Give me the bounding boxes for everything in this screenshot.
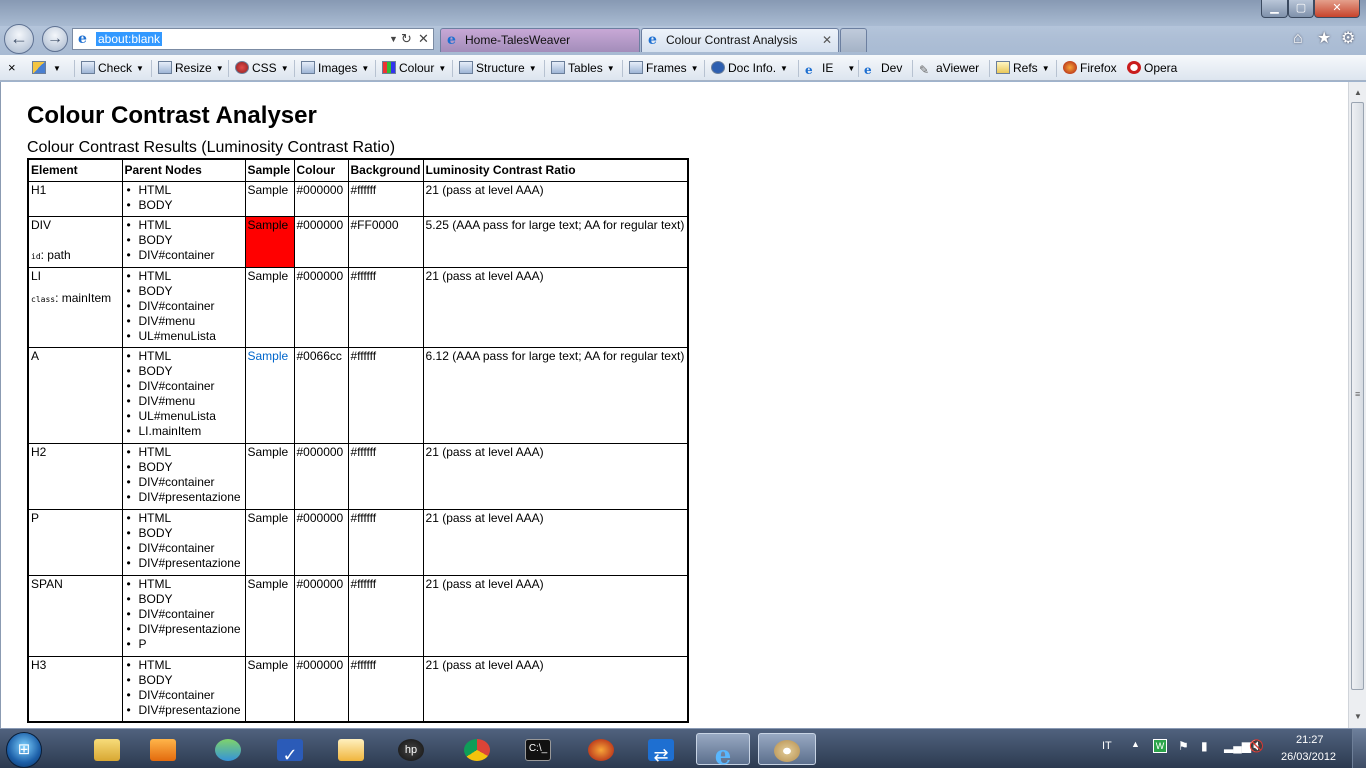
element-name: DIV — [31, 217, 52, 232]
address-input[interactable]: about:blank — [98, 32, 161, 46]
sample-cell: Sample — [245, 347, 294, 443]
parent-nodes-cell — [122, 443, 245, 509]
info-icon — [711, 61, 725, 74]
explorer-icon — [94, 739, 120, 761]
list-item: • DIV#container — [125, 688, 243, 703]
table-row — [28, 267, 688, 347]
list-item: • DIV#menu — [125, 314, 243, 329]
parent-nodes-list — [125, 511, 243, 571]
attribute-name: id — [31, 251, 41, 261]
vertical-scrollbar[interactable] — [1348, 82, 1366, 728]
taskbar-explorer[interactable] — [82, 733, 132, 765]
devbar-structure-button[interactable]: Structure ▼ — [459, 59, 537, 77]
element-name: H1 — [31, 182, 47, 197]
opera-icon — [1127, 61, 1141, 74]
list-item: • HTML — [125, 577, 243, 592]
parent-nodes-list — [125, 577, 243, 652]
home-icon[interactable]: ⌂ — [1293, 30, 1303, 47]
clock-date[interactable]: 26/03/2012 — [1281, 751, 1337, 763]
tray-expand-icon[interactable]: ▲ — [1131, 739, 1140, 749]
list-item: • BODY — [125, 592, 243, 607]
devbar-frames-button[interactable]: Frames ▼ — [629, 59, 699, 77]
separator — [858, 60, 859, 77]
table-row — [28, 216, 688, 267]
element-name: P — [31, 510, 40, 525]
scroll-thumb[interactable] — [1351, 102, 1364, 690]
tab-home-talesweaver[interactable] — [440, 28, 640, 52]
refs-icon — [996, 61, 1010, 74]
list-item: • BODY — [125, 460, 243, 475]
address-bar[interactable] — [72, 28, 434, 50]
parent-nodes-list — [125, 349, 243, 439]
parent-nodes-cell — [122, 267, 245, 347]
taskbar-teamviewer[interactable] — [636, 733, 686, 765]
separator — [704, 60, 705, 77]
sample-cell: Sample — [245, 443, 294, 509]
browser-chrome — [0, 0, 1366, 82]
ratio-cell: 21 (pass at level AAA) — [423, 509, 688, 575]
list-item: • DIV#presentazione — [125, 622, 243, 637]
show-desktop-button[interactable] — [1352, 729, 1366, 768]
column-header: Element — [28, 159, 122, 181]
list-item: • DIV#container — [125, 541, 243, 556]
list-item: • HTML — [125, 445, 243, 460]
cmd-icon: C:\_ — [525, 739, 551, 761]
element-cell — [28, 575, 122, 656]
colour-cell: #0066cc — [294, 347, 348, 443]
table-row — [28, 181, 688, 216]
taskbar-paint[interactable] — [758, 733, 816, 765]
element-cell — [28, 509, 122, 575]
media-icon — [150, 739, 176, 761]
taskbar-media[interactable] — [138, 733, 188, 765]
page-content — [0, 82, 1348, 728]
table-row — [28, 347, 688, 443]
list-item: • BODY — [125, 364, 243, 379]
sample-cell: Sample — [245, 656, 294, 722]
taskbar-mail[interactable] — [326, 733, 376, 765]
volume-icon[interactable]: 🔇 — [1249, 739, 1264, 753]
ratio-cell: 21 (pass at level AAA) — [423, 181, 688, 216]
html-check-icon — [81, 61, 95, 74]
list-item: • HTML — [125, 269, 243, 284]
maximize-button[interactable]: ▢ — [1288, 0, 1314, 18]
chrome-icon — [464, 739, 490, 761]
colour-icon — [382, 61, 396, 74]
page-title: Colour Contrast Analyser — [27, 102, 317, 129]
table-row — [28, 509, 688, 575]
background-cell: #ffffff — [348, 443, 423, 509]
devbar-colour-button[interactable]: Colour ▼ — [382, 59, 446, 77]
network-icon[interactable]: ▂▄▆ — [1224, 739, 1251, 753]
frames-icon — [629, 61, 643, 74]
ratio-cell: 21 (pass at level AAA) — [423, 443, 688, 509]
background-cell: #ffffff — [348, 347, 423, 443]
separator — [1056, 60, 1057, 77]
tasks-icon: ✓ — [277, 739, 303, 761]
list-item: • DIV#presentazione — [125, 490, 243, 505]
minimize-button[interactable]: ▁ — [1261, 0, 1288, 18]
list-item: • HTML — [125, 511, 243, 526]
parent-nodes-cell — [122, 656, 245, 722]
list-item: • BODY — [125, 526, 243, 541]
back-arrow-icon: ← — [10, 28, 28, 48]
taskbar-ie[interactable] — [696, 733, 750, 768]
element-name: SPAN — [31, 576, 63, 591]
resize-icon — [158, 61, 172, 74]
scroll-down-icon[interactable]: ▼ — [1354, 712, 1362, 721]
close-toolbar-icon[interactable]: × — [8, 60, 16, 75]
sample-cell: Sample — [245, 509, 294, 575]
dev-toolbar — [0, 55, 1366, 81]
column-header: Luminosity Contrast Ratio — [423, 159, 688, 181]
wrench-icon: ✎ — [919, 63, 930, 77]
devbar-tables-button[interactable]: Tables ▼ — [551, 59, 615, 77]
attribute-name: class — [31, 294, 56, 304]
hp-icon: hp — [398, 739, 424, 761]
ratio-cell: 21 (pass at level AAA) — [423, 575, 688, 656]
tab-colour-contrast-analysis[interactable] — [641, 28, 839, 52]
firefox-icon — [1063, 61, 1077, 74]
results-body — [28, 181, 688, 722]
devbar-ie-button[interactable]: e IE ▼ — [805, 61, 856, 77]
parent-nodes-list — [125, 658, 243, 718]
parent-nodes-list — [125, 445, 243, 505]
list-item: • BODY — [125, 233, 243, 248]
ie-tab-icon: e — [648, 32, 657, 48]
separator — [452, 60, 453, 77]
sample-cell: Sample — [245, 575, 294, 656]
parent-nodes-cell — [122, 575, 245, 656]
colour-cell: #000000 — [294, 267, 348, 347]
element-name: H3 — [31, 657, 47, 672]
images-icon — [301, 61, 315, 74]
background-cell: #ffffff — [348, 575, 423, 656]
list-item: • UL#menuLista — [125, 409, 243, 424]
element-cell — [28, 656, 122, 722]
colour-cell: #000000 — [294, 181, 348, 216]
devbar-refs-button[interactable]: Refs ▼ — [996, 59, 1050, 77]
devbar-css-button[interactable]: CSS ▼ — [235, 59, 289, 77]
table-caption: Colour Contrast Results (Luminosity Contrast Ratio) — [27, 139, 396, 156]
devbar-dev-button[interactable]: e Dev — [864, 61, 903, 77]
list-item: • DIV#menu — [125, 394, 243, 409]
language-indicator[interactable]: IT — [1102, 740, 1112, 752]
background-cell: #ffffff — [348, 509, 423, 575]
list-item: • LI.mainItem — [125, 424, 243, 439]
colour-cell: #000000 — [294, 443, 348, 509]
devbar-firefox-button[interactable]: Firefox — [1063, 59, 1117, 77]
devbar-resize-button[interactable]: Resize ▼ — [158, 59, 224, 77]
firefox-icon — [588, 739, 614, 761]
back-button[interactable] — [4, 24, 34, 54]
background-cell: #ffffff — [348, 267, 423, 347]
results-table — [27, 158, 689, 723]
separator — [375, 60, 376, 77]
separator — [228, 60, 229, 77]
column-header: Parent Nodes — [122, 159, 245, 181]
devbar-doc-info-button[interactable]: Doc Info. ▼ — [711, 59, 788, 77]
mail-icon — [338, 739, 364, 761]
list-item: • BODY — [125, 284, 243, 299]
element-name: A — [31, 348, 40, 363]
attribute-value: : mainItem — [55, 290, 112, 305]
table-row — [28, 443, 688, 509]
list-item: • BODY — [125, 198, 243, 213]
ie-tab-icon: e — [447, 32, 456, 48]
parent-nodes-cell — [122, 216, 245, 267]
messenger-icon — [215, 739, 241, 761]
start-button[interactable] — [6, 732, 42, 768]
list-item: • DIV#container — [125, 475, 243, 490]
list-item: • HTML — [125, 349, 243, 364]
element-attribute — [31, 291, 120, 307]
refresh-icon[interactable]: ↻ — [401, 31, 412, 46]
separator — [544, 60, 545, 77]
devbar-images-button[interactable]: Images ▼ — [301, 59, 369, 77]
taskbar-tasks[interactable] — [265, 733, 315, 765]
element-attribute — [31, 248, 120, 264]
column-header: Background — [348, 159, 423, 181]
ratio-cell: 21 (pass at level AAA) — [423, 267, 688, 347]
taskbar-cmd[interactable] — [513, 733, 563, 765]
parent-nodes-cell — [122, 181, 245, 216]
background-cell: #ffffff — [348, 656, 423, 722]
list-item: • HTML — [125, 183, 243, 198]
separator — [798, 60, 799, 77]
background-cell: #ffffff — [348, 181, 423, 216]
taskbar-hp[interactable] — [386, 733, 436, 765]
element-cell — [28, 216, 122, 267]
column-header: Sample — [245, 159, 294, 181]
attribute-value: : path — [40, 247, 71, 262]
ratio-cell: 6.12 (AAA pass for large text; AA for regular text) — [423, 347, 688, 443]
devbar-opera-button[interactable]: Opera — [1127, 59, 1177, 77]
grip-icon: ≡ — [1355, 389, 1361, 399]
element-name: H2 — [31, 444, 47, 459]
ie-icon: e — [714, 741, 732, 768]
list-item: • BODY — [125, 673, 243, 688]
forward-arrow-icon: → — [47, 30, 63, 47]
column-header: Colour — [294, 159, 348, 181]
ie-page-icon: e — [78, 31, 87, 47]
tab-label: Home-TalesWeaver — [465, 33, 571, 47]
new-tab-button[interactable] — [840, 28, 867, 52]
ie-icon: e — [864, 63, 872, 77]
ratio-cell: 21 (pass at level AAA) — [423, 656, 688, 722]
table-header-row — [28, 159, 688, 181]
toolbar-menu-button[interactable]: ▼ — [32, 59, 61, 77]
tab-label: Colour Contrast Analysis — [666, 33, 798, 47]
stop-icon[interactable]: ✕ — [418, 31, 429, 46]
favorites-star-icon[interactable]: ★ — [1317, 30, 1332, 47]
list-item: • DIV#container — [125, 379, 243, 394]
list-item: • DIV#presentazione — [125, 703, 243, 718]
forward-button[interactable] — [42, 26, 68, 52]
teamviewer-icon: ⇄ — [648, 739, 674, 761]
ratio-cell: 5.25 (AAA pass for large text; AA for regular text) — [423, 216, 688, 267]
background-cell: #FF0000 — [348, 216, 423, 267]
windows-logo-icon: ⊞ — [17, 741, 31, 758]
separator — [151, 60, 152, 77]
devbar-aviewer-button[interactable]: ✎ aViewer — [919, 61, 980, 77]
element-cell — [28, 267, 122, 347]
element-cell — [28, 181, 122, 216]
colour-cell: #000000 — [294, 656, 348, 722]
separator — [622, 60, 623, 77]
parent-nodes-cell — [122, 347, 245, 443]
list-item: • HTML — [125, 218, 243, 233]
paint-icon — [774, 740, 800, 762]
title-bar — [0, 0, 1366, 26]
parent-nodes-list — [125, 269, 243, 344]
parent-nodes-cell — [122, 509, 245, 575]
colour-cell: #000000 — [294, 509, 348, 575]
colour-cell: #000000 — [294, 216, 348, 267]
table-row — [28, 656, 688, 722]
dropdown-icon[interactable]: ▼ — [389, 34, 398, 44]
separator — [912, 60, 913, 77]
taskbar — [0, 728, 1366, 768]
list-item: • HTML — [125, 658, 243, 673]
clock-time[interactable]: 21:27 — [1296, 734, 1324, 746]
close-tab-icon[interactable]: ✕ — [821, 33, 832, 47]
list-item: • DIV#container — [125, 299, 243, 314]
parent-nodes-list — [125, 218, 243, 263]
tray-app-icon[interactable]: W — [1153, 739, 1167, 753]
scroll-up-icon[interactable]: ▲ — [1354, 88, 1362, 97]
list-item: • P — [125, 637, 243, 652]
sample-cell: Sample — [245, 267, 294, 347]
taskbar-chrome[interactable] — [452, 733, 502, 765]
separator — [74, 60, 75, 77]
separator — [989, 60, 990, 77]
separator — [294, 60, 295, 77]
list-item: • DIV#container — [125, 248, 243, 263]
element-cell — [28, 443, 122, 509]
tables-icon — [551, 61, 565, 74]
list-item: • DIV#container — [125, 607, 243, 622]
battery-icon[interactable]: ▮ — [1201, 739, 1208, 753]
css-icon — [235, 61, 249, 74]
devbar-check-button[interactable]: Check ▼ — [81, 59, 144, 77]
colour-cell: #000000 — [294, 575, 348, 656]
sample-cell: Sample — [245, 181, 294, 216]
grid-icon — [32, 61, 46, 74]
close-window-button[interactable]: ✕ — [1314, 0, 1360, 18]
element-name: LI — [31, 268, 42, 283]
ie-icon: e — [805, 63, 813, 77]
list-item: • UL#menuLista — [125, 329, 243, 344]
structure-icon — [459, 61, 473, 74]
taskbar-messenger[interactable] — [203, 733, 253, 765]
list-item: • DIV#presentazione — [125, 556, 243, 571]
flag-icon[interactable]: ⚑ — [1178, 739, 1189, 753]
gear-icon[interactable]: ⚙ — [1341, 30, 1356, 47]
sample-cell: Sample — [245, 216, 294, 267]
element-cell — [28, 347, 122, 443]
table-row — [28, 575, 688, 656]
taskbar-firefox[interactable] — [576, 733, 626, 765]
parent-nodes-list — [125, 183, 243, 213]
